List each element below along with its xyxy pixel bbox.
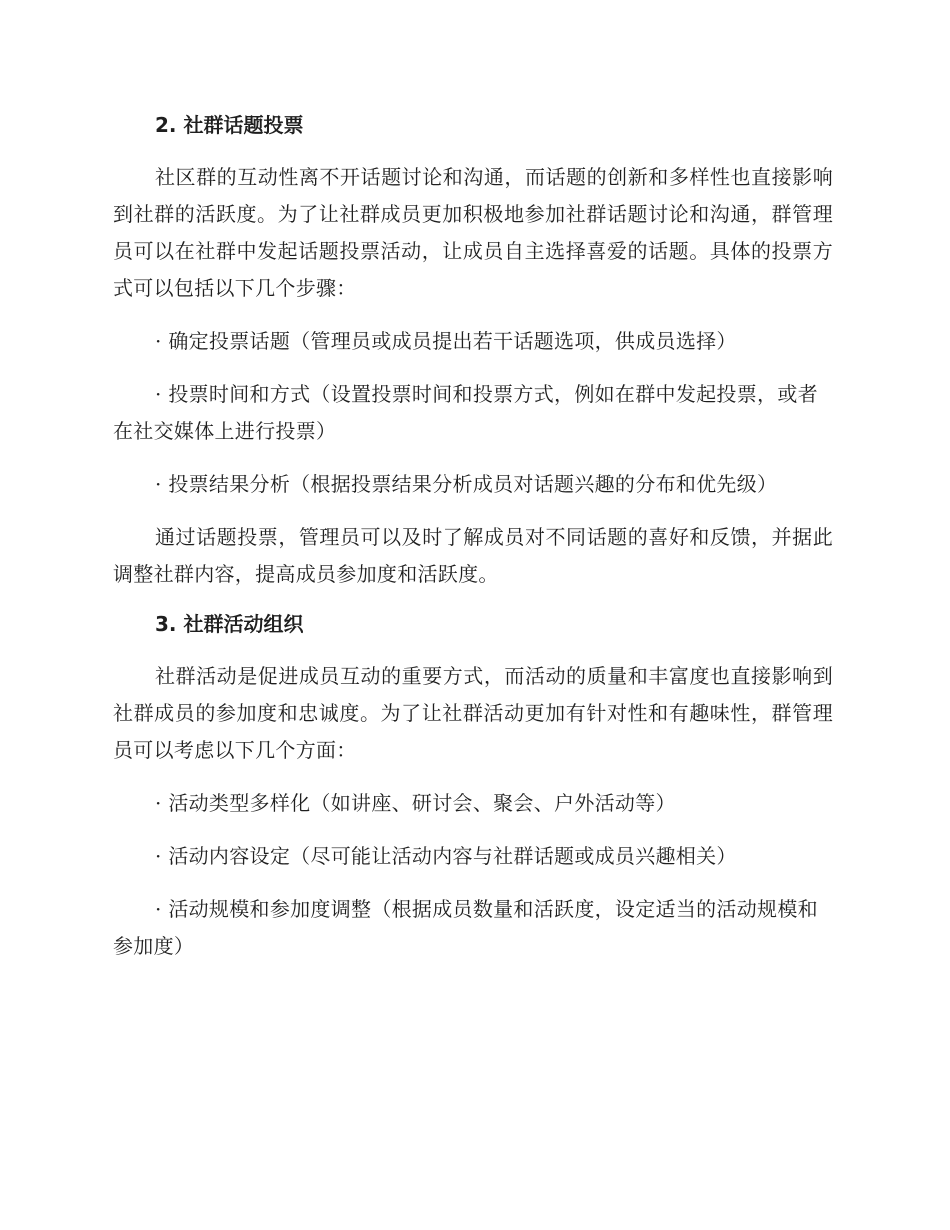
- section-heading: 3. 社群活动组织: [155, 612, 304, 636]
- bullet-item: · 投票结果分析（根据投票结果分析成员对话题兴趣的分布和优先级）: [155, 472, 778, 496]
- bullet-item: · 投票时间和方式（设置投票时间和投票方式，例如在群中发起投票，或者在社交媒体上进行投票）: [113, 382, 818, 443]
- section-activity-organization: [113, 609, 833, 965]
- section-topic-voting: [113, 110, 833, 593]
- section-intro-paragraph: 社区群的互动性离不开话题讨论和沟通，而话题的创新和多样性也直接影响到社群的活跃度。为了让社群成员更加积极地参加社群话题讨论和沟通，群管理员可以在社群中发起话题投票活动，让成员自主选择喜爱的话题。具体的投票方式可以包括以下几个步骤：: [113, 165, 833, 300]
- section-heading: 2. 社群话题投票: [155, 113, 304, 137]
- document-body: [113, 110, 833, 981]
- section-outro-paragraph: 通过话题投票，管理员可以及时了解成员对不同话题的喜好和反馈，并据此调整社群内容，提高成员参加度和活跃度。: [113, 525, 833, 586]
- section-intro-paragraph: 社群活动是促进成员互动的重要方式，而活动的质量和丰富度也直接影响到社群成员的参加度和忠诚度。为了让社群活动更加有针对性和有趣味性，群管理员可以考虑以下几个方面：: [113, 664, 833, 762]
- bullet-item: · 活动内容设定（尽可能让活动内容与社群话题或成员兴趣相关）: [155, 844, 737, 868]
- bullet-item: · 活动规模和参加度调整（根据成员数量和活跃度，设定适当的活动规模和参加度）: [113, 897, 818, 958]
- bullet-item: · 活动类型多样化（如讲座、研讨会、聚会、户外活动等）: [155, 791, 676, 815]
- bullet-item: · 确定投票话题（管理员或成员提出若干话题选项，供成员选择）: [155, 329, 737, 353]
